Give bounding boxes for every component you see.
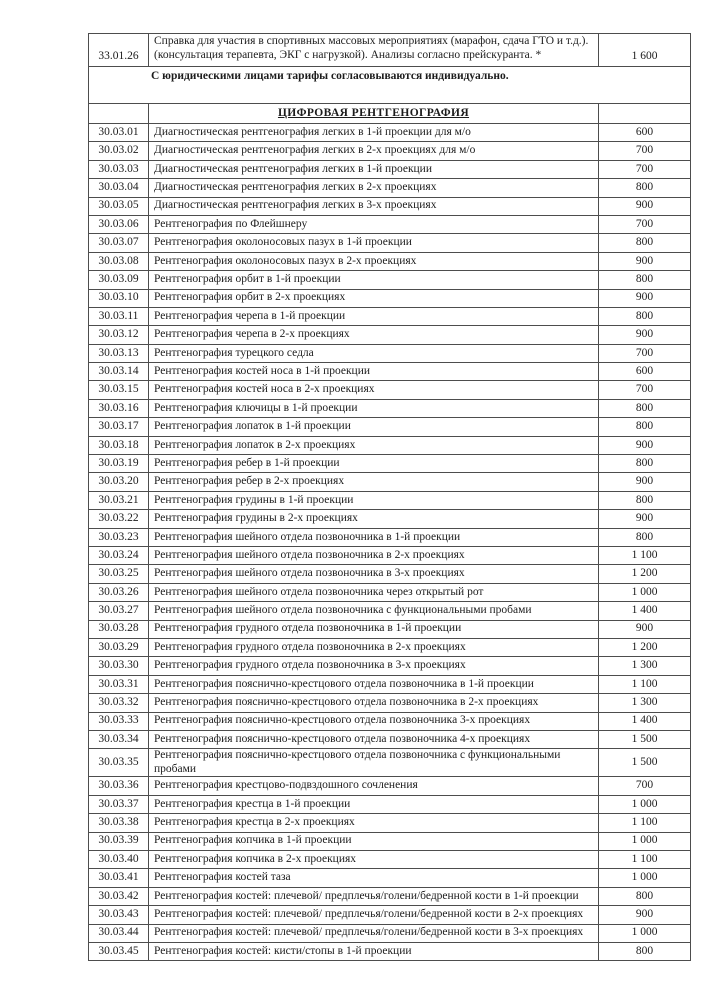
service-price: 900	[599, 620, 691, 638]
table-row	[89, 252, 691, 270]
service-description: Рентгенография копчика в 1-й проекции	[149, 832, 599, 850]
service-price: 1 200	[599, 638, 691, 656]
service-price: 1 100	[599, 546, 691, 564]
service-description: Рентгенография околоносовых пазух в 1-й проекции	[149, 234, 599, 252]
table-row	[89, 363, 691, 381]
table-row	[89, 326, 691, 344]
service-code: 30.03.18	[89, 436, 149, 454]
service-code: 30.03.09	[89, 271, 149, 289]
table-row	[89, 814, 691, 832]
table-row	[89, 124, 691, 142]
service-code: 30.03.11	[89, 307, 149, 325]
service-price: 800	[599, 942, 691, 960]
service-code: 30.03.38	[89, 814, 149, 832]
service-code: 30.03.17	[89, 418, 149, 436]
service-code: 30.03.13	[89, 344, 149, 362]
section-title: ЦИФРОВАЯ РЕНТГЕНОГРАФИЯ	[149, 104, 599, 124]
service-description: Рентгенография крестцово-подвздошного сочленения	[149, 777, 599, 795]
legal-entities-note: С юридическими лицами тарифы согласовываются индивидуально.	[89, 67, 691, 104]
table-row	[89, 694, 691, 712]
table-row	[89, 906, 691, 924]
table-row	[89, 142, 691, 160]
table-row	[89, 491, 691, 509]
service-code: 30.03.34	[89, 730, 149, 748]
service-price: 900	[599, 510, 691, 528]
service-description: Рентгенография грудного отдела позвоночника в 2-х проекциях	[149, 638, 599, 656]
service-description: Рентгенография грудного отдела позвоночника в 3-х проекциях	[149, 657, 599, 675]
table-row	[89, 307, 691, 325]
service-code: 30.03.04	[89, 179, 149, 197]
service-description: Рентгенография ребер в 2-х проекциях	[149, 473, 599, 491]
service-code: 30.03.42	[89, 887, 149, 905]
service-description: Рентгенография шейного отдела позвоночника с функциональными пробами	[149, 602, 599, 620]
table-row	[89, 942, 691, 960]
table-row	[89, 510, 691, 528]
service-price: 1 000	[599, 869, 691, 887]
table-row	[89, 418, 691, 436]
table-row	[89, 289, 691, 307]
service-price: 700	[599, 142, 691, 160]
table-row-certificate	[89, 34, 691, 67]
service-price: 800	[599, 234, 691, 252]
service-description: Рентгенография пояснично-крестцового отдела позвоночника с функциональными пробами	[149, 749, 599, 777]
service-price: 1 000	[599, 795, 691, 813]
table-row	[89, 344, 691, 362]
table-row	[89, 777, 691, 795]
service-description: Рентгенография грудины в 1-й проекции	[149, 491, 599, 509]
service-price: 900	[599, 197, 691, 215]
service-price: 800	[599, 179, 691, 197]
service-price: 800	[599, 399, 691, 417]
service-description: Рентгенография костей носа в 1-й проекции	[149, 363, 599, 381]
service-price: 1 500	[599, 730, 691, 748]
service-code: 30.03.02	[89, 142, 149, 160]
service-code: 30.03.40	[89, 850, 149, 868]
service-code: 30.03.31	[89, 675, 149, 693]
service-code: 30.03.23	[89, 528, 149, 546]
table-row	[89, 749, 691, 777]
service-price: 600	[599, 363, 691, 381]
empty-cell	[599, 104, 691, 124]
service-price: 800	[599, 491, 691, 509]
table-row	[89, 602, 691, 620]
table-row	[89, 730, 691, 748]
table-row	[89, 565, 691, 583]
table-row	[89, 887, 691, 905]
service-description: Рентгенография турецкого седла	[149, 344, 599, 362]
table-row	[89, 381, 691, 399]
service-code: 30.03.28	[89, 620, 149, 638]
service-code: 30.03.06	[89, 215, 149, 233]
service-description: Справка для участия в спортивных массовых мероприятиях (марафон, сдача ГТО и т.д.). (консультация терапевта, ЭКГ с нагрузкой). Анализы согласно прейскуранта. *	[149, 34, 599, 67]
service-price: 600	[599, 124, 691, 142]
service-price: 700	[599, 160, 691, 178]
service-description: Рентгенография орбит в 2-х проекциях	[149, 289, 599, 307]
table-row	[89, 795, 691, 813]
service-description: Рентгенография черепа в 1-й проекции	[149, 307, 599, 325]
table-row	[89, 436, 691, 454]
service-code: 30.03.45	[89, 942, 149, 960]
service-price: 1 000	[599, 832, 691, 850]
table-row	[89, 473, 691, 491]
service-code: 30.03.08	[89, 252, 149, 270]
service-code: 30.03.05	[89, 197, 149, 215]
service-price: 700	[599, 381, 691, 399]
service-price: 900	[599, 436, 691, 454]
table-row	[89, 528, 691, 546]
table-row	[89, 197, 691, 215]
service-description: Рентгенография лопаток в 1-й проекции	[149, 418, 599, 436]
service-description: Рентгенография костей: плечевой/ предплечья/голени/бедренной кости в 3-х проекциях	[149, 924, 599, 942]
section-header-row	[89, 104, 691, 124]
service-price: 1 000	[599, 583, 691, 601]
service-description: Рентгенография крестца в 2-х проекциях	[149, 814, 599, 832]
service-code: 30.03.44	[89, 924, 149, 942]
table-row	[89, 271, 691, 289]
service-description: Диагностическая рентгенография легких в 2-х проекциях	[149, 179, 599, 197]
service-price: 900	[599, 289, 691, 307]
service-price: 900	[599, 326, 691, 344]
table-row	[89, 712, 691, 730]
service-code: 30.03.37	[89, 795, 149, 813]
service-price: 1 400	[599, 602, 691, 620]
service-code: 30.03.03	[89, 160, 149, 178]
service-price: 1 100	[599, 675, 691, 693]
service-price: 800	[599, 271, 691, 289]
table-row	[89, 850, 691, 868]
service-code: 30.03.29	[89, 638, 149, 656]
service-description: Рентгенография шейного отдела позвоночника через открытый рот	[149, 583, 599, 601]
service-price: 900	[599, 906, 691, 924]
service-description: Рентгенография околоносовых пазух в 2-х проекциях	[149, 252, 599, 270]
service-description: Рентгенография грудины в 2-х проекциях	[149, 510, 599, 528]
service-price: 900	[599, 252, 691, 270]
service-description: Рентгенография крестца в 1-й проекции	[149, 795, 599, 813]
service-description: Рентгенография пояснично-крестцового отдела позвоночника 3-х проекциях	[149, 712, 599, 730]
service-description: Рентгенография по Флейшнеру	[149, 215, 599, 233]
service-description: Рентгенография ребер в 1-й проекции	[149, 455, 599, 473]
service-code: 30.03.12	[89, 326, 149, 344]
service-code: 30.03.16	[89, 399, 149, 417]
service-code: 30.03.30	[89, 657, 149, 675]
service-price: 1 100	[599, 850, 691, 868]
service-price: 1 300	[599, 694, 691, 712]
table-row	[89, 620, 691, 638]
service-description: Рентгенография копчика в 2-х проекциях	[149, 850, 599, 868]
service-description: Рентгенография орбит в 1-й проекции	[149, 271, 599, 289]
service-code: 30.03.35	[89, 749, 149, 777]
service-description: Рентгенография грудного отдела позвоночника в 1-й проекции	[149, 620, 599, 638]
table-row	[89, 215, 691, 233]
service-price: 700	[599, 777, 691, 795]
service-description: Рентгенография костей: кисти/стопы в 1-й проекции	[149, 942, 599, 960]
legal-entities-note-row	[89, 67, 691, 104]
service-description: Рентгенография лопаток в 2-х проекциях	[149, 436, 599, 454]
service-code: 30.03.25	[89, 565, 149, 583]
table-row	[89, 924, 691, 942]
service-description: Диагностическая рентгенография легких в 1-й проекции	[149, 160, 599, 178]
table-row	[89, 869, 691, 887]
service-price: 800	[599, 307, 691, 325]
table-row	[89, 675, 691, 693]
service-description: Рентгенография черепа в 2-х проекциях	[149, 326, 599, 344]
service-price: 700	[599, 215, 691, 233]
service-description: Рентгенография костей: плечевой/ предплечья/голени/бедренной кости в 2-х проекциях	[149, 906, 599, 924]
service-price: 800	[599, 528, 691, 546]
table-row	[89, 160, 691, 178]
service-price: 1 100	[599, 814, 691, 832]
service-description: Диагностическая рентгенография легких в 2-х проекциях для м/о	[149, 142, 599, 160]
service-description: Рентгенография шейного отдела позвоночника в 3-х проекциях	[149, 565, 599, 583]
service-price: 1 200	[599, 565, 691, 583]
service-code: 30.03.41	[89, 869, 149, 887]
empty-cell	[89, 104, 149, 124]
service-description: Рентгенография шейного отдела позвоночника в 2-х проекциях	[149, 546, 599, 564]
service-price: 700	[599, 344, 691, 362]
service-description: Рентгенография пояснично-крестцового отдела позвоночника в 1-й проекции	[149, 675, 599, 693]
table-row	[89, 546, 691, 564]
service-code: 30.03.19	[89, 455, 149, 473]
service-description: Рентгенография пояснично-крестцового отдела позвоночника 4-х проекциях	[149, 730, 599, 748]
service-code: 30.03.10	[89, 289, 149, 307]
service-price: 1 400	[599, 712, 691, 730]
service-description: Рентгенография костей: плечевой/ предплечья/голени/бедренной кости в 1-й проекции	[149, 887, 599, 905]
table-row	[89, 638, 691, 656]
service-price: 800	[599, 887, 691, 905]
table-row	[89, 234, 691, 252]
service-price: 1 500	[599, 749, 691, 777]
service-code: 30.03.39	[89, 832, 149, 850]
service-code: 30.03.22	[89, 510, 149, 528]
service-price: 1 300	[599, 657, 691, 675]
service-code: 30.03.43	[89, 906, 149, 924]
table-row	[89, 455, 691, 473]
service-code: 30.03.26	[89, 583, 149, 601]
service-code: 30.03.32	[89, 694, 149, 712]
service-code: 30.03.36	[89, 777, 149, 795]
service-code: 30.03.14	[89, 363, 149, 381]
service-code: 30.03.21	[89, 491, 149, 509]
service-code: 30.03.20	[89, 473, 149, 491]
service-code: 33.01.26	[89, 34, 149, 67]
service-description: Диагностическая рентгенография легких в 3-х проекциях	[149, 197, 599, 215]
service-code: 30.03.01	[89, 124, 149, 142]
price-list-table	[88, 33, 691, 961]
service-code: 30.03.24	[89, 546, 149, 564]
table-row	[89, 832, 691, 850]
service-price: 800	[599, 455, 691, 473]
service-code: 30.03.33	[89, 712, 149, 730]
table-row	[89, 179, 691, 197]
service-description: Рентгенография костей носа в 2-х проекциях	[149, 381, 599, 399]
table-row	[89, 399, 691, 417]
table-row	[89, 657, 691, 675]
service-description: Рентгенография пояснично-крестцового отдела позвоночника в 2-х проекциях	[149, 694, 599, 712]
service-price: 1 000	[599, 924, 691, 942]
service-code: 30.03.07	[89, 234, 149, 252]
service-description: Диагностическая рентгенография легких в 1-й проекции для м/о	[149, 124, 599, 142]
service-description: Рентгенография ключицы в 1-й проекции	[149, 399, 599, 417]
service-description: Рентгенография костей таза	[149, 869, 599, 887]
service-price: 1 600	[599, 34, 691, 67]
service-description: Рентгенография шейного отдела позвоночника в 1-й проекции	[149, 528, 599, 546]
service-code: 30.03.27	[89, 602, 149, 620]
service-price: 900	[599, 473, 691, 491]
service-code: 30.03.15	[89, 381, 149, 399]
service-price: 800	[599, 418, 691, 436]
table-row	[89, 583, 691, 601]
